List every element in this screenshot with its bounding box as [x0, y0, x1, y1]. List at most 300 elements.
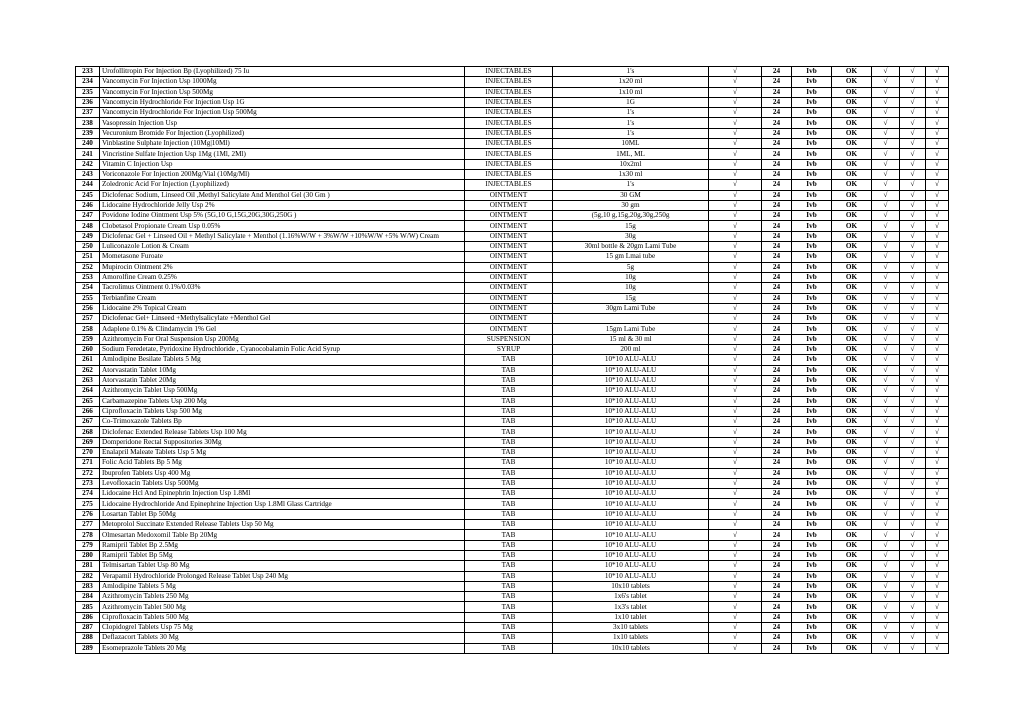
pack-size-cell: 10*10 ALU-ALU [553, 550, 709, 560]
shelf-life-cell: 24 [762, 149, 792, 159]
check-mark-cell: √ [872, 159, 900, 169]
pack-size-cell: 15g [553, 293, 709, 303]
check-mark-cell: √ [709, 345, 762, 355]
check-mark-cell: √ [900, 139, 926, 149]
table-row [76, 180, 949, 190]
check-mark-cell: √ [900, 169, 926, 179]
status-cell: OK [832, 128, 872, 138]
status-cell: OK [832, 87, 872, 97]
dosage-form-cell: OINTMENT [465, 314, 553, 324]
check-mark-cell: √ [872, 303, 900, 313]
table-row [76, 303, 949, 313]
pack-size-cell: 15 ml & 30 ml [553, 334, 709, 344]
status-cell: OK [832, 169, 872, 179]
shelf-life-cell: 24 [762, 211, 792, 221]
zone-cell: Ivb [792, 211, 832, 221]
product-name-cell: Diclofenac Extended Release Tablets Usp 100 Mg [100, 427, 465, 437]
product-name-cell: Azithromycin Tablets 250 Mg [100, 592, 465, 602]
check-mark-cell: √ [709, 334, 762, 344]
dosage-form-cell: TAB [465, 365, 553, 375]
check-mark-cell: √ [926, 520, 949, 530]
product-name-cell: Diclofenac Gel+ Linseed +Methylsalicylate +Menthol Gel [100, 314, 465, 324]
dosage-form-cell: TAB [465, 355, 553, 365]
zone-cell: Ivb [792, 396, 832, 406]
table-row [76, 386, 949, 396]
shelf-life-cell: 24 [762, 252, 792, 262]
serial-number-cell: 260 [76, 345, 100, 355]
serial-number-cell: 284 [76, 592, 100, 602]
check-mark-cell: √ [926, 417, 949, 427]
check-mark-cell: √ [709, 571, 762, 581]
check-mark-cell: √ [709, 139, 762, 149]
check-mark-cell: √ [872, 118, 900, 128]
serial-number-cell: 266 [76, 406, 100, 416]
pack-size-cell: 10*10 ALU-ALU [553, 417, 709, 427]
check-mark-cell: √ [900, 77, 926, 87]
check-mark-cell: √ [709, 314, 762, 324]
serial-number-cell: 267 [76, 417, 100, 427]
status-cell: OK [832, 592, 872, 602]
zone-cell: Ivb [792, 602, 832, 612]
check-mark-cell: √ [900, 623, 926, 633]
table-row [76, 561, 949, 571]
zone-cell: Ivb [792, 272, 832, 282]
status-cell: OK [832, 540, 872, 550]
serial-number-cell: 282 [76, 571, 100, 581]
check-mark-cell: √ [872, 406, 900, 416]
table-row [76, 406, 949, 416]
check-mark-cell: √ [709, 406, 762, 416]
zone-cell: Ivb [792, 97, 832, 107]
check-mark-cell: √ [709, 231, 762, 241]
product-name-cell: Vitamin C Injection Usp [100, 159, 465, 169]
check-mark-cell: √ [872, 97, 900, 107]
table-row [76, 159, 949, 169]
product-name-cell: Vancomycin For Injection Usp 500Mg [100, 87, 465, 97]
pack-size-cell: 10*10 ALU-ALU [553, 375, 709, 385]
serial-number-cell: 287 [76, 623, 100, 633]
dosage-form-cell: TAB [465, 602, 553, 612]
dosage-form-cell: INJECTABLES [465, 149, 553, 159]
shelf-life-cell: 24 [762, 118, 792, 128]
table-row [76, 97, 949, 107]
dosage-form-cell: TAB [465, 623, 553, 633]
product-name-cell: Vincristine Sulfate Injection Usp 1Mg (1Ml, 2Ml) [100, 149, 465, 159]
status-cell: OK [832, 324, 872, 334]
serial-number-cell: 281 [76, 561, 100, 571]
zone-cell: Ivb [792, 128, 832, 138]
serial-number-cell: 271 [76, 458, 100, 468]
status-cell: OK [832, 520, 872, 530]
product-name-cell: Tacrolimus Ointment 0.1%/0.03% [100, 283, 465, 293]
shelf-life-cell: 24 [762, 375, 792, 385]
pack-size-cell: 10*10 ALU-ALU [553, 489, 709, 499]
check-mark-cell: √ [900, 128, 926, 138]
zone-cell: Ivb [792, 592, 832, 602]
serial-number-cell: 285 [76, 602, 100, 612]
product-name-cell: Azithromycin Tablet Usp 500Mg [100, 386, 465, 396]
check-mark-cell: √ [709, 67, 762, 77]
check-mark-cell: √ [872, 355, 900, 365]
shelf-life-cell: 24 [762, 499, 792, 509]
serial-number-cell: 286 [76, 612, 100, 622]
check-mark-cell: √ [926, 612, 949, 622]
dosage-form-cell: TAB [465, 396, 553, 406]
product-name-cell: Esomeprazole Tablets 20 Mg [100, 643, 465, 653]
zone-cell: Ivb [792, 87, 832, 97]
shelf-life-cell: 24 [762, 242, 792, 252]
check-mark-cell: √ [709, 633, 762, 643]
serial-number-cell: 247 [76, 211, 100, 221]
status-cell: OK [832, 108, 872, 118]
dosage-form-cell: TAB [465, 550, 553, 560]
status-cell: OK [832, 478, 872, 488]
status-cell: OK [832, 262, 872, 272]
shelf-life-cell: 24 [762, 159, 792, 169]
product-name-cell: Sodium Feredetate, Pyridoxine Hydrochloride , Cyanocobalamin Folic Acid Syrup [100, 345, 465, 355]
zone-cell: Ivb [792, 262, 832, 272]
check-mark-cell: √ [926, 262, 949, 272]
status-cell: OK [832, 530, 872, 540]
table-row [76, 437, 949, 447]
check-mark-cell: √ [872, 345, 900, 355]
zone-cell: Ivb [792, 437, 832, 447]
product-name-cell: Urofollitropin For Injection Bp (Lyophilized) 75 Iu [100, 67, 465, 77]
pack-size-cell: 30g [553, 231, 709, 241]
status-cell: OK [832, 334, 872, 344]
pack-size-cell: 30 gm [553, 200, 709, 210]
shelf-life-cell: 24 [762, 108, 792, 118]
product-name-cell: Carbamazepine Tablets Usp 200 Mg [100, 396, 465, 406]
check-mark-cell: √ [926, 149, 949, 159]
pack-size-cell [553, 314, 709, 324]
check-mark-cell: √ [900, 612, 926, 622]
status-cell: OK [832, 581, 872, 591]
dosage-form-cell: INJECTABLES [465, 128, 553, 138]
shelf-life-cell: 24 [762, 509, 792, 519]
pack-size-cell: 10*10 ALU-ALU [553, 478, 709, 488]
shelf-life-cell: 24 [762, 633, 792, 643]
check-mark-cell: √ [926, 592, 949, 602]
check-mark-cell: √ [900, 262, 926, 272]
check-mark-cell: √ [926, 468, 949, 478]
table-row [76, 221, 949, 231]
check-mark-cell: √ [900, 592, 926, 602]
dosage-form-cell: TAB [465, 540, 553, 550]
status-cell: OK [832, 272, 872, 282]
status-cell: OK [832, 355, 872, 365]
check-mark-cell: √ [900, 581, 926, 591]
check-mark-cell: √ [900, 375, 926, 385]
shelf-life-cell: 24 [762, 437, 792, 447]
shelf-life-cell: 24 [762, 602, 792, 612]
check-mark-cell: √ [900, 180, 926, 190]
zone-cell: Ivb [792, 108, 832, 118]
table-row [76, 447, 949, 457]
dosage-form-cell: INJECTABLES [465, 180, 553, 190]
table-row [76, 550, 949, 560]
shelf-life-cell: 24 [762, 406, 792, 416]
zone-cell: Ivb [792, 540, 832, 550]
table-row [76, 530, 949, 540]
shelf-life-cell: 24 [762, 139, 792, 149]
serial-number-cell: 278 [76, 530, 100, 540]
check-mark-cell: √ [900, 221, 926, 231]
pack-size-cell: 1's [553, 118, 709, 128]
pack-size-cell: 10*10 ALU-ALU [553, 561, 709, 571]
pack-size-cell: 10x10 tablets [553, 581, 709, 591]
dosage-form-cell: TAB [465, 612, 553, 622]
table-row [76, 571, 949, 581]
check-mark-cell: √ [709, 396, 762, 406]
product-name-cell: Povidone Iodine Ointment Usp 5% (5G,10 G,15G,20G,30G,250G ) [100, 211, 465, 221]
check-mark-cell: √ [709, 118, 762, 128]
pack-size-cell: 10*10 ALU-ALU [553, 530, 709, 540]
pack-size-cell: 1's [553, 180, 709, 190]
check-mark-cell: √ [872, 252, 900, 262]
product-name-cell: Metoprolol Succinate Extended Release Tablets Usp 50 Mg [100, 520, 465, 530]
product-name-cell: Vancomycin Hydrochloride For Injection Usp 500Mg [100, 108, 465, 118]
check-mark-cell: √ [926, 458, 949, 468]
check-mark-cell: √ [709, 242, 762, 252]
table-row [76, 499, 949, 509]
zone-cell: Ivb [792, 180, 832, 190]
check-mark-cell: √ [709, 200, 762, 210]
check-mark-cell: √ [872, 365, 900, 375]
check-mark-cell: √ [709, 169, 762, 179]
table-row [76, 139, 949, 149]
status-cell: OK [832, 509, 872, 519]
pack-size-cell: 10*10 ALU-ALU [553, 468, 709, 478]
check-mark-cell: √ [872, 242, 900, 252]
check-mark-cell: √ [709, 602, 762, 612]
check-mark-cell: √ [926, 509, 949, 519]
dosage-form-cell: OINTMENT [465, 190, 553, 200]
check-mark-cell: √ [900, 242, 926, 252]
dosage-form-cell: OINTMENT [465, 242, 553, 252]
zone-cell: Ivb [792, 334, 832, 344]
product-name-cell: Vancomycin Hydrochloride For Injection Usp 1G [100, 97, 465, 107]
check-mark-cell: √ [872, 149, 900, 159]
product-name-cell: Lidocaine Hcl And Epinephrin Injection Usp 1.8Ml [100, 489, 465, 499]
dosage-form-cell: TAB [465, 643, 553, 653]
table-row [76, 520, 949, 530]
zone-cell: Ivb [792, 633, 832, 643]
pack-size-cell: 200 ml [553, 345, 709, 355]
status-cell: OK [832, 437, 872, 447]
product-name-cell: Olmesartan Medoxomil Table Bp 20Mg [100, 530, 465, 540]
check-mark-cell: √ [709, 447, 762, 457]
table-row [76, 283, 949, 293]
table-row [76, 458, 949, 468]
product-name-cell: Amlodipine Tablets 5 Mg [100, 581, 465, 591]
dosage-form-cell: INJECTABLES [465, 67, 553, 77]
check-mark-cell: √ [709, 499, 762, 509]
pack-size-cell: 10*10 ALU-ALU [553, 458, 709, 468]
product-name-cell: Clopidogrel Tablets Usp 75 Mg [100, 623, 465, 633]
dosage-form-cell: OINTMENT [465, 272, 553, 282]
product-table-page [75, 66, 948, 654]
check-mark-cell: √ [709, 530, 762, 540]
table-row [76, 242, 949, 252]
dosage-form-cell: TAB [465, 530, 553, 540]
zone-cell: Ivb [792, 509, 832, 519]
zone-cell: Ivb [792, 355, 832, 365]
check-mark-cell: √ [926, 97, 949, 107]
check-mark-cell: √ [709, 262, 762, 272]
product-name-cell: Atorvastatin Tablet 10Mg [100, 365, 465, 375]
check-mark-cell: √ [872, 437, 900, 447]
check-mark-cell: √ [900, 303, 926, 313]
pack-size-cell: 10ML [553, 139, 709, 149]
shelf-life-cell: 24 [762, 530, 792, 540]
product-name-cell: Mupirocin Ointment 2% [100, 262, 465, 272]
status-cell: OK [832, 550, 872, 560]
check-mark-cell: √ [926, 540, 949, 550]
shelf-life-cell: 24 [762, 221, 792, 231]
table-row [76, 231, 949, 241]
shelf-life-cell: 24 [762, 262, 792, 272]
product-name-cell: Zoledronic Acid For Injection (Lyophilized) [100, 180, 465, 190]
status-cell: OK [832, 283, 872, 293]
check-mark-cell: √ [926, 221, 949, 231]
pack-size-cell: 10*10 ALU-ALU [553, 406, 709, 416]
dosage-form-cell: INJECTABLES [465, 97, 553, 107]
status-cell: OK [832, 561, 872, 571]
check-mark-cell: √ [872, 468, 900, 478]
dosage-form-cell: TAB [465, 406, 553, 416]
serial-number-cell: 234 [76, 77, 100, 87]
shelf-life-cell: 24 [762, 468, 792, 478]
serial-number-cell: 269 [76, 437, 100, 447]
serial-number-cell: 274 [76, 489, 100, 499]
check-mark-cell: √ [900, 468, 926, 478]
check-mark-cell: √ [900, 231, 926, 241]
zone-cell: Ivb [792, 77, 832, 87]
table-row [76, 427, 949, 437]
pack-size-cell: 1x10 tablet [553, 612, 709, 622]
check-mark-cell: √ [872, 231, 900, 241]
check-mark-cell: √ [709, 561, 762, 571]
check-mark-cell: √ [926, 396, 949, 406]
check-mark-cell: √ [872, 540, 900, 550]
check-mark-cell: √ [709, 108, 762, 118]
zone-cell: Ivb [792, 67, 832, 77]
zone-cell: Ivb [792, 200, 832, 210]
zone-cell: Ivb [792, 612, 832, 622]
check-mark-cell: √ [709, 643, 762, 653]
check-mark-cell: √ [926, 447, 949, 457]
status-cell: OK [832, 293, 872, 303]
zone-cell: Ivb [792, 581, 832, 591]
check-mark-cell: √ [926, 427, 949, 437]
status-cell: OK [832, 406, 872, 416]
check-mark-cell: √ [872, 509, 900, 519]
check-mark-cell: √ [900, 314, 926, 324]
product-name-cell: Folic Acid Tablets Bp 5 Mg [100, 458, 465, 468]
check-mark-cell: √ [872, 643, 900, 653]
zone-cell: Ivb [792, 520, 832, 530]
shelf-life-cell: 24 [762, 458, 792, 468]
check-mark-cell: √ [709, 77, 762, 87]
status-cell: OK [832, 427, 872, 437]
product-name-cell: Lidocaine Hydrochloride And Epinephrine Injection Usp 1.8Ml Glass Cartridge [100, 499, 465, 509]
pack-size-cell: 10x10 tablets [553, 643, 709, 653]
check-mark-cell: √ [709, 437, 762, 447]
table-row [76, 293, 949, 303]
product-name-cell: Ibuprofen Tablets Usp 400 Mg [100, 468, 465, 478]
check-mark-cell: √ [900, 561, 926, 571]
status-cell: OK [832, 159, 872, 169]
dosage-form-cell: TAB [465, 489, 553, 499]
pack-size-cell: 5g [553, 262, 709, 272]
zone-cell: Ivb [792, 365, 832, 375]
check-mark-cell: √ [926, 242, 949, 252]
status-cell: OK [832, 231, 872, 241]
table-row [76, 314, 949, 324]
zone-cell: Ivb [792, 252, 832, 262]
check-mark-cell: √ [900, 520, 926, 530]
zone-cell: Ivb [792, 149, 832, 159]
shelf-life-cell: 24 [762, 293, 792, 303]
status-cell: OK [832, 118, 872, 128]
check-mark-cell: √ [872, 458, 900, 468]
table-row [76, 118, 949, 128]
product-name-cell: Enalapril Maleate Tablets Usp 5 Mg [100, 447, 465, 457]
shelf-life-cell: 24 [762, 283, 792, 293]
check-mark-cell: √ [900, 530, 926, 540]
check-mark-cell: √ [900, 509, 926, 519]
dosage-form-cell: TAB [465, 417, 553, 427]
check-mark-cell: √ [872, 571, 900, 581]
check-mark-cell: √ [872, 427, 900, 437]
check-mark-cell: √ [872, 396, 900, 406]
zone-cell: Ivb [792, 489, 832, 499]
check-mark-cell: √ [709, 221, 762, 231]
table-row [76, 396, 949, 406]
table-row [76, 345, 949, 355]
serial-number-cell: 235 [76, 87, 100, 97]
dosage-form-cell: TAB [465, 520, 553, 530]
check-mark-cell: √ [900, 149, 926, 159]
shelf-life-cell: 24 [762, 520, 792, 530]
check-mark-cell: √ [900, 87, 926, 97]
serial-number-cell: 280 [76, 550, 100, 560]
serial-number-cell: 273 [76, 478, 100, 488]
check-mark-cell: √ [872, 272, 900, 282]
dosage-form-cell: TAB [465, 509, 553, 519]
check-mark-cell: √ [926, 118, 949, 128]
check-mark-cell: √ [926, 77, 949, 87]
pack-size-cell: 30 GM [553, 190, 709, 200]
serial-number-cell: 289 [76, 643, 100, 653]
product-name-cell: Losartan Tablet Bp 50Mg [100, 509, 465, 519]
pack-size-cell: 1x30 ml [553, 169, 709, 179]
zone-cell: Ivb [792, 643, 832, 653]
serial-number-cell: 279 [76, 540, 100, 550]
check-mark-cell: √ [900, 499, 926, 509]
check-mark-cell: √ [872, 221, 900, 231]
check-mark-cell: √ [900, 67, 926, 77]
serial-number-cell: 250 [76, 242, 100, 252]
status-cell: OK [832, 612, 872, 622]
shelf-life-cell: 24 [762, 324, 792, 334]
product-name-cell: Atorvastatin Tablet 20Mg [100, 375, 465, 385]
serial-number-cell: 241 [76, 149, 100, 159]
pack-size-cell: 15 gm Lmai tube [553, 252, 709, 262]
product-name-cell: Azithromycin For Oral Suspension Usp 200Mg [100, 334, 465, 344]
status-cell: OK [832, 447, 872, 457]
